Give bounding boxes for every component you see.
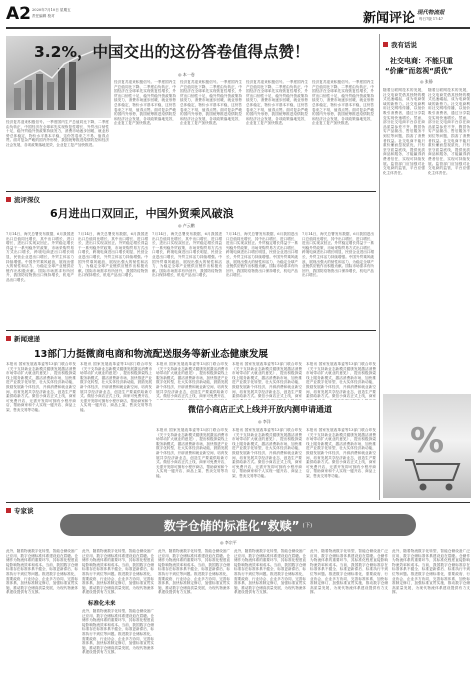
section1-rule (6, 191, 376, 192)
header-info-line1: 2020年7月10日 星期五 (32, 8, 71, 12)
shopping-cart-image (383, 394, 471, 498)
section1-body-col5: 7月14日，海关总署发布数据，6月我国进出口总值同比增长，其中出口增长，进口增长，进出口实现双回正。外贸稳定增长得益于一系列稳外贸政策，市场采购贸易方式出口增长，跨境电商进出口增长明显，民营企业进出口增长，外贸主体活力持续增强。中国外贸乘风破浪，展现出强大的韧性和活力，为稳定全球产业链供应链作出积极贡献。国际市场需求有所回升，我国防疫物资出口保持增长，机电产品出口增长。 (302, 232, 374, 278)
section1-body-col3: 7月14日，海关总署发布数据，6月我国进出口总值同比增长，其中出口增长，进口增长，进出口实现双回正。外贸稳定增长得益于一系列稳外贸政策，市场采购贸易方式出口增长，跨境电商进出口增长明显，民营企业进出口增长，外贸主体活力持续增强。中国外贸乘风破浪，展现出强大的韧性和活力，为稳定全球产业链供应链作出积极贡献。国际市场需求有所回升，我国防疫物资出口保持增长，机电产品出口增长。 (152, 232, 222, 278)
paper-name: 现代物流报 (417, 10, 445, 16)
section2-body-col5: 本报讯 国家发展改革委等13部门联合印发《关于支持新业态新模式健康发展激活消费市场带动扩大就业的意见》，提出积极探索线上服务新模式，激活消费新市场，加快推进产业数字化转型，壮大实体经济新动能，鼓励发展新个体经济，开辟消费和就业新空间，培育发展共享经济新业态，创造生产要素供给新方式。微信小商店正式上线，商家 (306, 362, 376, 399)
section1-label: 流评深仪 (6, 195, 40, 204)
lead-body-col1: 经济复苏迎来积极信号。一季度国内生产总值同比下降，二季度由负转正，中国经济在全球率先实现恢复性增长，外贸出口韧性十足，稳外贸稳外资政策持续发力，消费市场逐步回暖，就业形势总体稳定，物价水平基本平稳，这份答卷来之不易，值得点赞。面对复杂严峻的国内外形势，我国统筹推进疫情防控和经济社会发展，各项政策落地见效，企业复工复产加快推进。 (6, 120, 109, 147)
feature-body-col4: 此外，随着物流数字化转型，智能仓储设备广泛应用，数字仓储标准体系建设迫在眉睫。仓储作为物流体系的重要环节，其标准化程度直接影响物流效率和成本。当前，我国数字仓储标准存在标准体系不健全、标准更新滞后、标准执行不到位等问题。推进数字仓储标准化，需要政府、行业协会、企业多方协同，完善标准体系，加快标准制定修订，加强标准宣贯实施，推动数字仓储高质量发展，为现代物流体系建设提供有力支撑。 (234, 549, 306, 595)
feature-body-col5: 此外，随着物流数字化转型，智能仓储设备广泛应用，数字仓储标准体系建设迫在眉睫。仓储作为物流体系的重要环节，其标准化程度直接影响物流效率和成本。当前，我国数字仓储标准存在标准体系不健全、标准更新滞后、标准执行不到位等问题。推进数字仓储标准化，需要政府、行业协会、企业多方协同，完善标准体系，加快标准制定修订，加强标准宣贯实施，推动数字仓储高质量发展，为现代物流体系建设提供有力支撑。 (310, 549, 388, 595)
header-rule (6, 27, 470, 29)
section2-headline: 13部门力挺微商电商和物流配送服务等新业态健康发展 (34, 349, 269, 360)
lead-body-col5: 经济复苏迎来积极信号。一季度国内生产总值同比下降，二季度由负转正，中国经济在全球率先实现恢复性增长，外贸出口韧性十足，稳外贸稳外资政策持续发力，消费市场逐步回暖，就业形势总体稳定，物价水平基本平稳，这份答卷来之不易，值得点赞。面对复杂严峻的国内外形势，我国统筹推进疫情防控和经济社会发展，各项政策落地见效，企业复工复产加快推进。 (312, 80, 374, 126)
section2-body-col1: 本报讯 国家发展改革委等13部门联合印发《关于支持新业态新模式健康发展激活消费市场带动扩大就业的意见》，提出积极探索线上服务新模式，激活消费新市场，加快推进产业数字化转型，壮大实体经济新动能，鼓励发展新个体经济，开辟消费和就业新空间，培育发展共享经济新业态，创造生产要素供给新方式。微信小商店正式上线，商家可免费开店，无需开发即可拥有小程序商店，帮助商家和个人实现一键开店、商品上架、售卖交易等功能。 (6, 362, 76, 412)
section2-body-col3: 本报讯 国家发展改革委等13部门联合印发《关于支持新业态新模式健康发展激活消费市场带动扩大就业的意见》，提出积极探索线上服务新模式，激活消费新市场，加快推进产业数字化转型，壮大实体经济新动能，鼓励发展新个体经济，开辟消费和就业新空间，培育发展共享经济新业态，创造生产要素供给新方式。微信小商店正式上线，商家可免费开店， (156, 362, 228, 399)
section1-body-col1: 7月14日，海关总署发布数据，6月我国进出口总值同比增长，其中出口增长，进口增长，进出口实现双回正。外贸稳定增长得益于一系列稳外贸政策，市场采购贸易方式出口增长，跨境电商进出口增长明显，民营企业进出口增长，外贸主体活力持续增强。中国外贸乘风破浪，展现出强大的韧性和活力，为稳定全球产业链供应链作出积极贡献。国际市场需求有所回升，我国防疫物资出口保持增长，机电产品出口增长。 (6, 232, 74, 282)
sidebar-author: ◎ 张静 (420, 79, 433, 84)
sidebar-divider (379, 34, 380, 500)
sidebar-body-col1: 随着互联网技术的发展，社交电商凭借其独特的模式迅速崛起，成为电商领域的新势力。社交电商利用社交网络传播，以低价吸引消费者，通过分享裂变实现快速增长。然而，部分社交电商平台存在商品质量参差不齐、假冒伪劣产品频出、售后服务不到位等问题，损害了消费者权益。社交电商不能只重价廉而忽视质优，只有坚守质量底线，提供优质商品和服务，才能赢得消费者信任，实现可持续发展。监管部门应加强对社交电商的监管，平台应强化主体责任。 (383, 88, 425, 175)
feature-body-col2b: 此外，随着物流数字化转型，智能仓储设备广泛应用，数字仓储标准体系建设迫在眉睫。仓储作为物流体系的重要环节，其标准化程度直接影响物流效率和成本。当前，我国数字仓储标准存在标准体系不健全、标准更新滞后、标准执行不到位等问题。推进数字仓储标准化，需要政府、行业协会、企业多方协同，完善标准体系，加快标准制定修订，加强标准宣贯实施，推动数字仓储高质量发展，为现代物流体系建设提供有力支撑。 (82, 609, 154, 655)
lead-headline: 3.2%，中国交出的这份答卷值得点赞！ (34, 43, 310, 61)
section1-author: ◎ 卢云鹏 (178, 223, 195, 228)
feature-body-col3: 此外，随着物流数字化转型，智能仓储设备广泛应用，数字仓储标准体系建设迫在眉睫。仓储作为物流体系的重要环节，其标准化程度直接影响物流效率和成本。当前，我国数字仓储标准存在标准体系不健全、标准更新滞后、标准执行不到位等问题。推进数字仓储标准化，需要政府、行业协会、企业多方协同，完善标准体系，加快标准制定修订，加强标准宣贯实施，推动数字仓储高质量发展，为现代物流体系建设提供有力支撑。 (158, 549, 230, 595)
section-bullet-icon (6, 336, 11, 341)
sidebar-headline-2: “价廉”而忽视“质优” (385, 67, 453, 75)
section-bullet-icon (383, 42, 388, 47)
section2-body-col2: 本报讯 国家发展改革委等13部门联合印发《关于支持新业态新模式健康发展激活消费市场带动扩大就业的意见》，提出积极探索线上服务新模式，激活消费新市场，加快推进产业数字化转型，壮大实体经济新动能，鼓励发展新个体经济，开辟消费和就业新空间，培育发展共享经济新业态，创造生产要素供给新方式。微信小商店正式上线，商家可免费开店，无需开发即可拥有小程序商店，帮助商家和个人实现一键开店、商品上架、售卖交易等功能。 (80, 362, 152, 412)
lead-body-col2: 经济复苏迎来积极信号。一季度国内生产总值同比下降，二季度由负转正，中国经济在全球率先实现恢复性增长，外贸出口韧性十足，稳外贸稳外资政策持续发力，消费市场逐步回暖，就业形势总体稳定，物价水平基本平稳，这份答卷来之不易，值得点赞。面对复杂严峻的国内外形势，我国统筹推进疫情防控和经济社会发展，各项政策落地见效，企业复工复产加快推进。 (114, 80, 176, 126)
sidebar-label: 我有话说 (383, 40, 417, 49)
section-bullet-icon (6, 508, 11, 513)
feature-author: ◎ 李宗平 (220, 540, 237, 545)
shopping-cart-icon (383, 394, 471, 498)
section2-sub-headline: 微信小商店正式上线并开放内测申请通道 (188, 405, 332, 414)
feature-body-col6: 此外，随着物流数字化转型，智能仓储设备广泛应用，数字仓储标准体系建设迫在眉睫。仓储作为物流体系的重要环节，其标准化程度直接影响物流效率和成本。当前，我国数字仓储标准存在标准体系不健全、标准更新滞后、标准执行不到位等问题。推进数字仓储标准化，需要政府、行业协会、企业多方协同，完善标准体系，加快标准制定修订，加强标准宣贯实施，推动数字仓储高质量发展，为现代物流体系建设提供有力支撑。 (392, 549, 470, 595)
lead-body-col3: 经济复苏迎来积极信号。一季度国内生产总值同比下降，二季度由负转正，中国经济在全球率先实现恢复性增长，外贸出口韧性十足，稳外贸稳外资政策持续发力，消费市场逐步回暖，就业形势总体稳定，物价水平基本平稳，这份答卷来之不易，值得点赞。面对复杂严峻的国内外形势，我国统筹推进疫情防控和经济社会发展，各项政策落地见效，企业复工复产加快推进。 (180, 80, 242, 126)
section1-headline: 6月进出口双回正，中国外贸乘风破浪 (50, 207, 234, 220)
lead-author: ◎ 本一卷 (178, 72, 195, 77)
section1-body-col2: 7月14日，海关总署发布数据，6月我国进出口总值同比增长，其中出口增长，进口增长，进出口实现双回正。外贸稳定增长得益于一系列稳外贸政策，市场采购贸易方式出口增长，跨境电商进出口增长明显，民营企业进出口增长，外贸主体活力持续增强。中国外贸乘风破浪，展现出强大的韧性和活力，为稳定全球产业链供应链作出积极贡献。国际市场需求有所回升，我国防疫物资出口保持增长，机电产品出口增长。 (78, 232, 148, 278)
column-name: 新闻评论 (363, 11, 416, 26)
feature-body-col1: 此外，随着物流数字化转型，智能仓储设备广泛应用，数字仓储标准体系建设迫在眉睫。仓储作为物流体系的重要环节，其标准化程度直接影响物流效率和成本。当前，我国数字仓储标准存在标准体系不健全、标准更新滞后、标准执行不到位等问题。推进数字仓储标准化，需要政府、行业协会、企业多方协同，完善标准体系，加快标准制定修订，加强标准宣贯实施，推动数字仓储高质量发展，为现代物流体系建设提供有力支撑。 (6, 549, 78, 595)
feature-rule (6, 502, 470, 503)
section2-body-col4: 本报讯 国家发展改革委等13部门联合印发《关于支持新业态新模式健康发展激活消费市场带动扩大就业的意见》，提出积极探索线上服务新模式，激活消费新市场，加快推进产业数字化转型，壮大实体经济新动能，鼓励发展新个体经济，开辟消费和就业新空间，培育发展共享经济新业态，创造生产要素供给新方式。微信小商店正式上线，商家 (232, 362, 302, 399)
page-header (0, 0, 476, 34)
header-info-line2: 责任编辑 校对 (32, 14, 55, 18)
page-code: A2 (6, 4, 31, 24)
section2-body-col7: 本报讯 国家发展改革委等13部门联合印发《关于支持新业态新模式健康发展激活消费市场带动扩大就业的意见》，提出积极探索线上服务新模式，激活消费新市场，加快推进产业数字化转型，壮大实体经济新动能，鼓励发展新个体经济，开辟消费和就业新空间，培育发展共享经济新业态，创造生产要素供给新方式。微信小商店正式上线，商家可免费开店，无需开发即可拥有小程序商店，帮助商家和个人实现一键开店、商品上架、售卖交易等功能。 (232, 428, 302, 478)
feature-label: 专家谈 (6, 506, 34, 515)
section2-label: 新闻速递 (6, 334, 40, 343)
svg-text:%: % (409, 421, 445, 461)
feature-subhead: 标准化未来 (88, 601, 116, 607)
section2-author: ◎ 李洋 (258, 419, 271, 424)
section-bullet-icon (6, 197, 11, 202)
feature-headline: 数字仓储的标准化“救赎” (163, 518, 300, 533)
sidebar-body-col2: 随着互联网技术的发展，社交电商凭借其独特的模式迅速崛起，成为电商领域的新势力。社交电商利用社交网络传播，以低价吸引消费者，通过分享裂变实现快速增长。然而，部分社交电商平台存在商品质量参差不齐、假冒伪劣产品频出、售后服务不到位等问题，损害了消费者权益。社交电商不能只重价廉而忽视质优，只有坚守质量底线，提供优质商品和服务，才能赢得消费者信任，实现可持续发展。监管部门应加强对社交电商的监管，平台应强化主体责任。 (428, 88, 470, 175)
section2-body-col8: 本报讯 国家发展改革委等13部门联合印发《关于支持新业态新模式健康发展激活消费市场带动扩大就业的意见》，提出积极探索线上服务新模式，激活消费新市场，加快推进产业数字化转型，壮大实体经济新动能，鼓励发展新个体经济，开辟消费和就业新空间，培育发展共享经济新业态，创造生产要素供给新方式。微信小商店正式上线，商家可免费开店，无需开发即可拥有小程序商店，帮助商家和个人实现一键开店、商品上架、售卖交易等功能。 (306, 428, 376, 478)
feature-banner (60, 514, 416, 536)
section1-body-col4: 7月14日，海关总署发布数据，6月我国进出口总值同比增长，其中出口增长，进口增长，进出口实现双回正。外贸稳定增长得益于一系列稳外贸政策，市场采购贸易方式出口增长，跨境电商进出口增长明显，民营企业进出口增长，外贸主体活力持续增强。中国外贸乘风破浪，展现出强大的韧性和活力，为稳定全球产业链供应链作出积极贡献。国际市场需求有所回升，我国防疫物资出口保持增长，机电产品出口增长。 (226, 232, 298, 278)
feature-headline-suffix: (下) (302, 523, 313, 529)
page-info: 每日7版 17:47 (419, 17, 443, 21)
section2-body-col6: 本报讯 国家发展改革委等13部门联合印发《关于支持新业态新模式健康发展激活消费市场带动扩大就业的意见》，提出积极探索线上服务新模式，激活消费新市场，加快推进产业数字化转型，壮大实体经济新动能，鼓励发展新个体经济，开辟消费和就业新空间，培育发展共享经济新业态，创造生产要素供给新方式。微信小商店正式上线，商家可免费开店，无需开发即可拥有小程序商店，帮助商家和个人实现一键开店、商品上架、售卖交易等功能。 (156, 428, 228, 478)
feature-body-col2: 此外，随着物流数字化转型，智能仓储设备广泛应用，数字仓储标准体系建设迫在眉睫。仓储作为物流体系的重要环节，其标准化程度直接影响物流效率和成本。当前，我国数字仓储标准存在标准体系不健全、标准更新滞后、标准执行不到位等问题。推进数字仓储标准化，需要政府、行业协会、企业多方协同，完善标准体系，加快标准制定修订，加强标准宣贯实施，推动数字仓储高质量发展，为现代物流体系建设提供有力支撑。 (82, 549, 154, 595)
section2-rule (6, 330, 376, 331)
lead-body-col4: 经济复苏迎来积极信号。一季度国内生产总值同比下降，二季度由负转正，中国经济在全球率先实现恢复性增长，外贸出口韧性十足，稳外贸稳外资政策持续发力，消费市场逐步回暖，就业形势总体稳定，物价水平基本平稳，这份答卷来之不易，值得点赞。面对复杂严峻的国内外形势，我国统筹推进疫情防控和经济社会发展，各项政策落地见效，企业复工复产加快推进。 (246, 80, 308, 126)
sidebar-headline-1: 社交电商：不能只重 (390, 57, 453, 65)
